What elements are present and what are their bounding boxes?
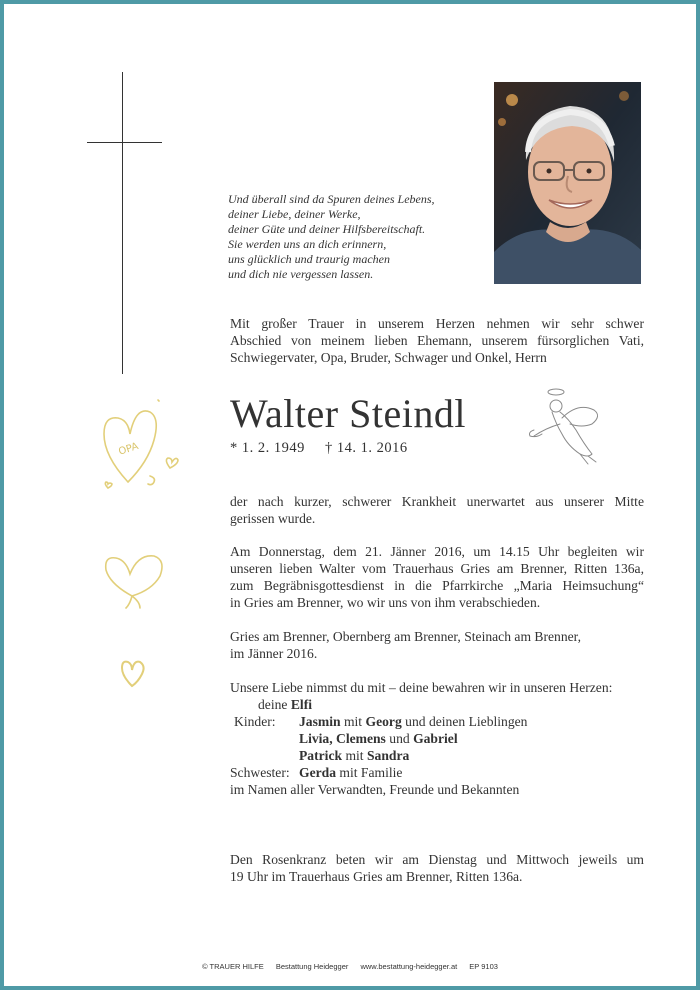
child-tail: und deinen Lieblingen xyxy=(405,714,528,729)
angel-doodle-icon xyxy=(522,384,612,468)
text-line: Den Rosenkranz beten wir am Dienstag und Mittwoch jeweils um xyxy=(230,852,644,867)
text-line: unseren lieben Walter vom Trauerhaus Gries am Brenner, Ritten 136a, xyxy=(230,561,644,576)
text-line: gerissen wurde. xyxy=(230,511,316,526)
portrait-photo xyxy=(494,82,641,284)
poem-line: deiner Liebe, deiner Werke, xyxy=(228,207,361,221)
footer-brand: © TRAUER HILFE xyxy=(202,962,264,971)
spouse-name: Elfi xyxy=(290,697,313,712)
poem-line: deiner Güte und deiner Hilfsbereitschaft. xyxy=(228,222,426,236)
heart-doodle-icon xyxy=(100,548,170,614)
connector-word: und xyxy=(389,731,410,746)
sister-name: Gerda xyxy=(299,765,336,780)
deceased-name: Walter Steindl xyxy=(230,391,466,436)
text-line: zum Begräbnisgottesdienst in die Pfarrkirche „Maria Heimsuchung“ xyxy=(230,578,644,593)
rosary-text xyxy=(230,851,644,885)
children-label: Kinder: xyxy=(234,714,276,729)
text-line: Abschied von meinem lieben Ehemann, unserem fürsorglichen Vati, xyxy=(230,333,644,348)
child-name: Jasmin xyxy=(299,714,341,729)
memorial-poem xyxy=(228,192,488,282)
connector-word: mit xyxy=(345,748,364,763)
footer-website[interactable]: www.bestattung-heidegger.at xyxy=(360,962,458,971)
text-line: in Gries am Brenner, wo wir uns von ihm verabschieden. xyxy=(230,595,541,610)
connector-word: mit xyxy=(343,714,363,729)
child-name: Patrick xyxy=(299,748,343,763)
partner-name: Sandra xyxy=(367,748,410,763)
footer-code: EP 9103 xyxy=(469,962,498,971)
footer xyxy=(0,962,700,971)
grandchild-name: Gabriel xyxy=(413,731,458,746)
heart-text: OPA xyxy=(117,441,140,458)
grandchildren-names: Livia, Clemens xyxy=(299,731,386,746)
text-line: Am Donnerstag, dem 21. Jänner 2016, um 14.15 Uhr begleiten wir xyxy=(230,544,644,559)
partner-name: Georg xyxy=(365,714,402,729)
footer-company: Bestattung Heidegger xyxy=(275,962,349,971)
sister-label: Schwester: xyxy=(230,765,290,780)
poem-line: und dich nie vergessen lassen. xyxy=(228,267,374,281)
text-line: Gries am Brenner, Obernberg am Brenner, Steinach am Brenner, xyxy=(230,629,582,644)
life-dates xyxy=(230,440,424,457)
poem-line: Sie werden uns an dich erinnern, xyxy=(228,237,387,251)
ceremony-text xyxy=(230,543,644,611)
deine-label: deine xyxy=(258,697,288,712)
family-list xyxy=(230,679,612,798)
place-date xyxy=(230,628,644,662)
heart-doodle-opa-icon xyxy=(98,396,188,500)
poem-line: uns glücklich und traurig machen xyxy=(228,252,390,266)
death-date: † 14. 1. 2016 xyxy=(325,440,408,456)
intro-text xyxy=(230,315,644,366)
text-line: Schwiegervater, Opa, Bruder, Schwager und Onkel, Herrn xyxy=(230,350,547,365)
family-motto: Unsere Liebe nimmst du mit – deine bewahren wir in unseren Herzen: xyxy=(230,680,613,695)
text-line: der nach kurzer, schwerer Krankheit unerwartet aus unserer Mitte xyxy=(230,494,644,509)
poem-line: Und überall sind da Spuren deines Lebens, xyxy=(228,192,435,206)
text-line: Mit großer Trauer in unserem Herzen nehmen wir sehr schwer xyxy=(230,316,644,331)
birth-date: * 1. 2. 1949 xyxy=(230,440,305,456)
small-heart-doodle-icon xyxy=(118,656,148,690)
relatives-line: im Namen aller Verwandten, Freunde und Bekannten xyxy=(230,782,520,797)
text-line: 19 Uhr im Trauerhaus Gries am Brenner, Ritten 136a. xyxy=(230,869,523,884)
sister-tail: mit Familie xyxy=(339,765,403,780)
death-note xyxy=(230,493,644,527)
text-line: im Jänner 2016. xyxy=(230,646,318,661)
